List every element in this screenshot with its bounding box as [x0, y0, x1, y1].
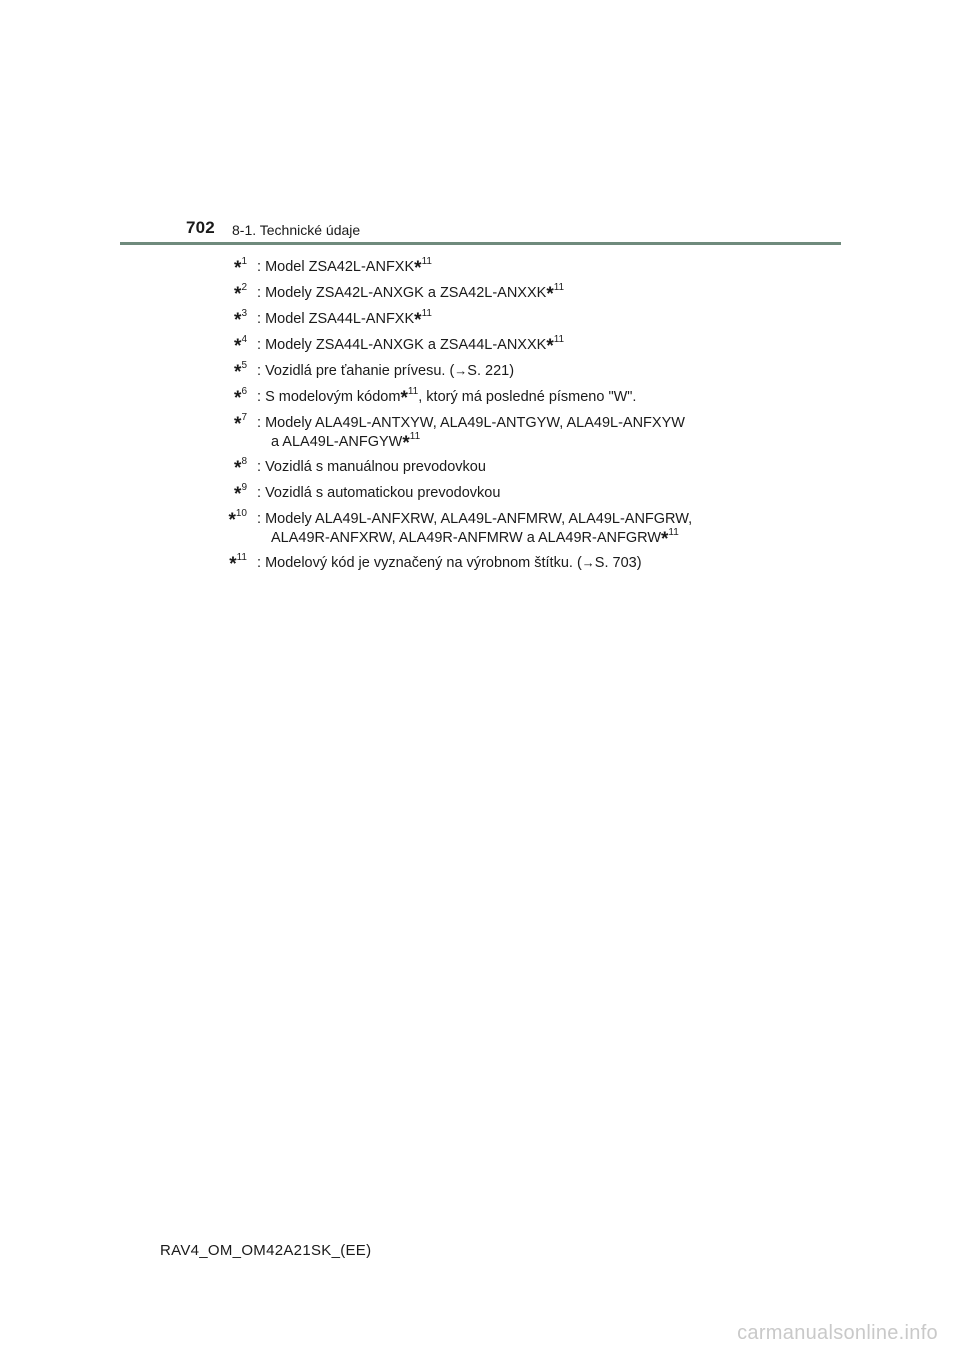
- page-number: 702: [186, 218, 215, 237]
- footnote-text: Vozidlá s automatickou prevodovkou: [265, 485, 501, 501]
- section-title: 8-1. Technické údaje: [232, 222, 361, 238]
- arrow-right-icon: →: [581, 555, 595, 570]
- footnote-text-line2: a ALA49L-ANFGYW: [271, 434, 403, 450]
- footnote-text-line2: ALA49R-ANFXRW, ALA49R-ANFMRW a ALA49R-ANFGRW: [271, 530, 661, 546]
- footnote-text-continued: , ktorý má posledné písmeno "W".: [418, 389, 637, 405]
- footnote-text: Vozidlá s manuálnou prevodovkou: [265, 459, 486, 475]
- footnote-text: S modelovým kódom: [265, 389, 401, 405]
- footnote-text: Model ZSA42L-ANFXK: [265, 259, 415, 275]
- footnote-text: Modely ALA49L-ANTXYW, ALA49L-ANTGYW, ALA49L-ANFXYW: [265, 415, 685, 431]
- footnote-text: Modely ZSA42L-ANXGK a ZSA42L-ANXXK: [265, 285, 547, 301]
- watermark: carmanualsonline.info: [737, 1322, 938, 1344]
- document-code: RAV4_OM_OM42A21SK_(EE): [160, 1242, 372, 1259]
- footnote-text: Modely ALA49L-ANFXRW, ALA49L-ANFMRW, ALA49L-ANFGRW,: [265, 511, 693, 527]
- footnote-text: Vozidlá pre ťahanie prívesu. (: [265, 363, 455, 379]
- footnote-text: Modely ZSA44L-ANXGK a ZSA44L-ANXXK: [265, 337, 547, 353]
- page-reference-link[interactable]: S. 703): [594, 555, 642, 571]
- page-reference-link[interactable]: S. 221): [467, 363, 515, 379]
- arrow-right-icon: →: [454, 363, 468, 378]
- footnote-text: Modelový kód je vyznačený na výrobnom štítku. (: [265, 555, 582, 571]
- header-rule: [120, 242, 841, 245]
- footnote-text: Model ZSA44L-ANFXK: [265, 311, 415, 327]
